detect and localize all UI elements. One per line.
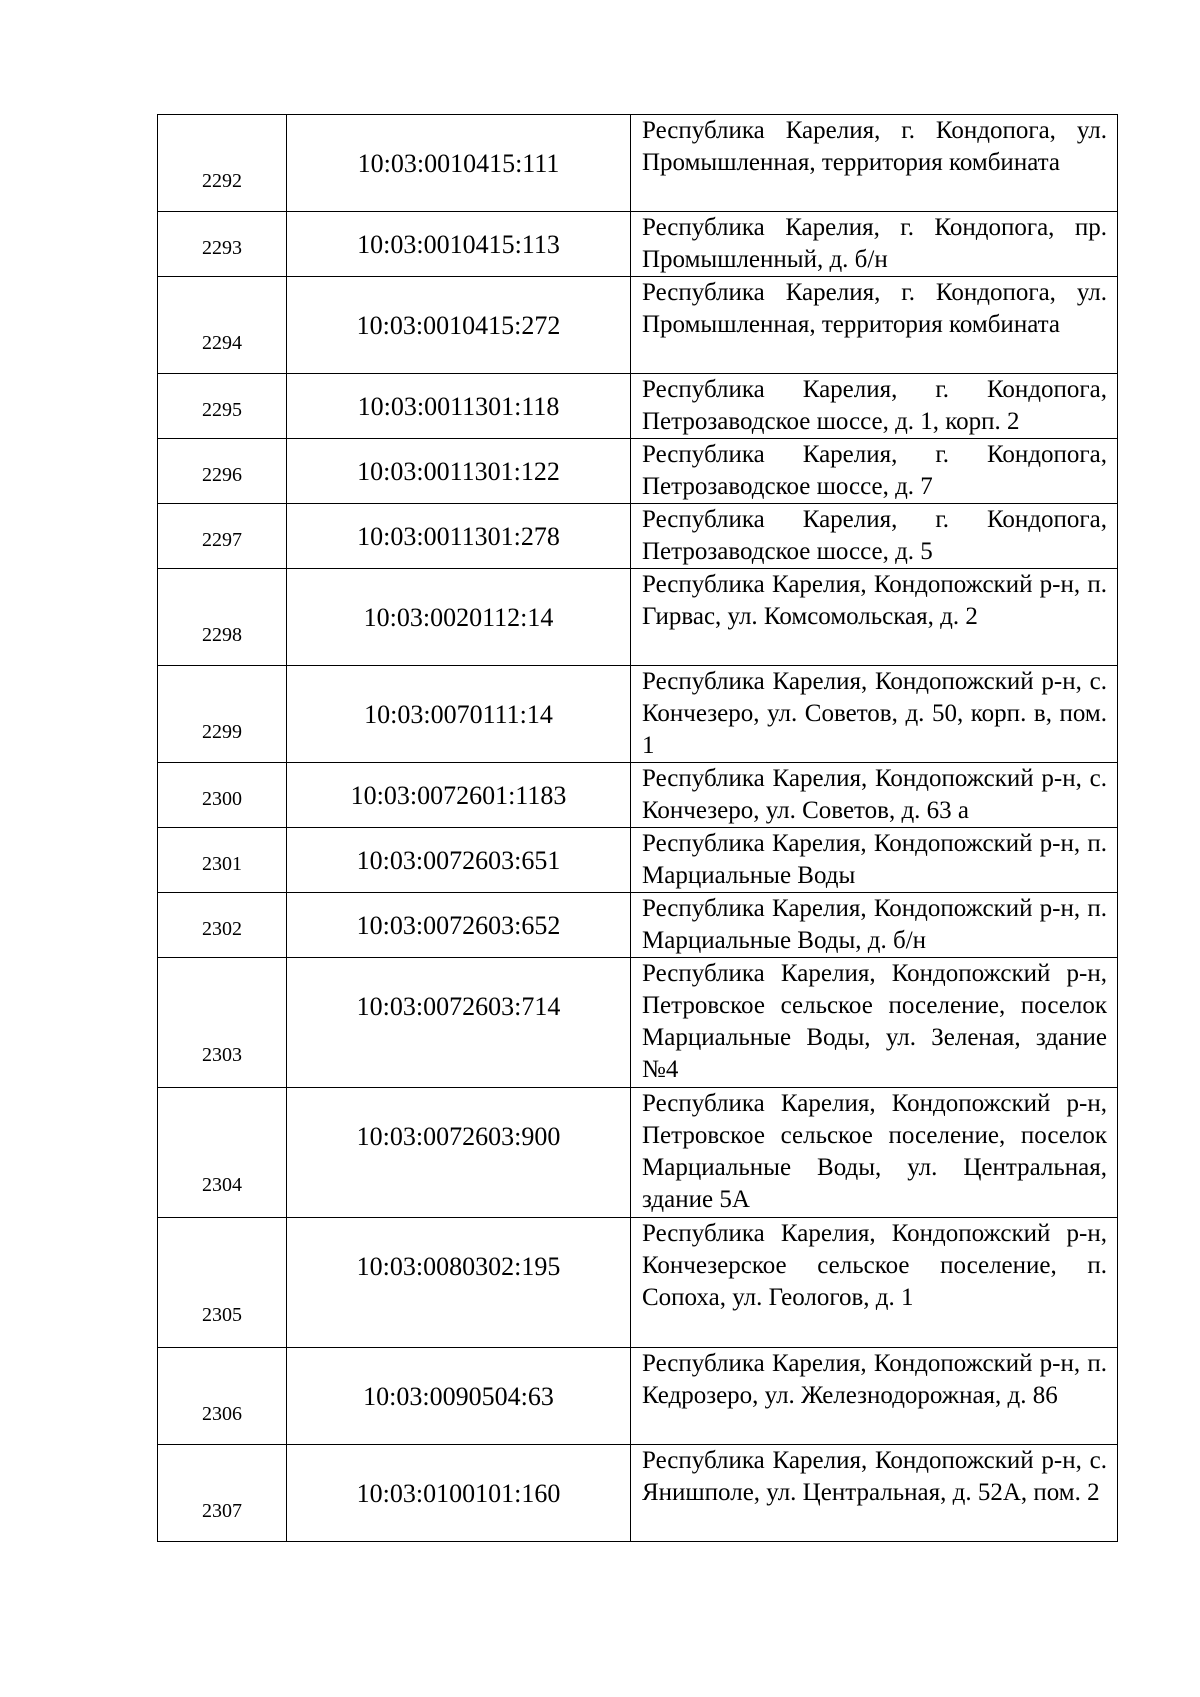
table-row <box>158 958 1118 1088</box>
address-cell <box>631 1218 1118 1348</box>
property-registry-table <box>157 114 1118 1542</box>
cadastral-number-cell <box>287 374 631 439</box>
address-text: Республика Карелия, г. Кондопога, Петрозаводское шоссе, д. 7 <box>642 441 1107 500</box>
cadastral-number-cell <box>287 439 631 504</box>
address-cell <box>631 374 1118 439</box>
cadastral-number: 10:03:0011301:118 <box>357 392 560 421</box>
row-number: 2303 <box>202 1044 242 1066</box>
row-number: 2293 <box>202 236 242 259</box>
row-number: 2306 <box>202 1402 242 1425</box>
address-cell <box>631 763 1118 828</box>
address-cell <box>631 1445 1118 1542</box>
address-text: Республика Карелия, Кондопожский р-н, с. Кончезеро, ул. Советов, д. 63 а <box>642 765 1107 824</box>
address-cell <box>631 277 1118 374</box>
row-number: 2300 <box>202 787 242 810</box>
row-number-cell <box>158 1445 287 1542</box>
address-text: Республика Карелия, Кондопожский р-н, п. Марциальные Воды <box>642 830 1107 889</box>
cadastral-number: 10:03:0020112:14 <box>363 603 554 632</box>
row-number-cell <box>158 958 287 1088</box>
address-cell <box>631 666 1118 763</box>
table-row <box>158 569 1118 666</box>
cadastral-number: 10:03:0010415:272 <box>356 311 561 340</box>
address-cell <box>631 439 1118 504</box>
table-row <box>158 439 1118 504</box>
cadastral-number: 10:03:0072603:652 <box>356 911 561 940</box>
row-number-cell <box>158 893 287 958</box>
row-number-cell <box>158 569 287 666</box>
row-number: 2296 <box>202 463 242 486</box>
table-row <box>158 1445 1118 1542</box>
row-number-cell <box>158 439 287 504</box>
cadastral-number: 10:03:0072601:1183 <box>350 781 567 810</box>
row-number-cell <box>158 212 287 277</box>
address-text: Республика Карелия, г. Кондопога, Петрозаводское шоссе, д. 5 <box>642 506 1107 565</box>
address-text: Республика Карелия, Кондопожский р-н, Кончезерское сельское поселение, п. Сопоха, ул. Геологов, д. 1 <box>642 1220 1107 1311</box>
cadastral-number-cell <box>287 763 631 828</box>
address-text: Республика Карелия, г. Кондопога, Петрозаводское шоссе, д. 1, корп. 2 <box>642 376 1107 435</box>
row-number-cell <box>158 1348 287 1445</box>
cadastral-number-cell <box>287 666 631 763</box>
table-row <box>158 115 1118 212</box>
address-cell <box>631 1088 1118 1218</box>
table-row <box>158 1348 1118 1445</box>
address-text: Республика Карелия, Кондопожский р-н, Петровское сельское поселение, поселок Марциальные Воды, ул. Центральная, здание 5А <box>642 1090 1107 1213</box>
table-body <box>158 115 1118 1542</box>
table-row <box>158 374 1118 439</box>
cadastral-number-cell <box>287 504 631 569</box>
address-cell <box>631 212 1118 277</box>
table-row <box>158 212 1118 277</box>
row-number: 2304 <box>202 1174 242 1196</box>
cadastral-number-cell <box>287 958 631 1088</box>
table-row <box>158 504 1118 569</box>
address-text: Республика Карелия, Кондопожский р-н, Петровское сельское поселение, поселок Марциальные Воды, ул. Зеленая, здание №4 <box>642 960 1107 1083</box>
row-number: 2298 <box>202 623 242 646</box>
row-number-cell <box>158 666 287 763</box>
row-number: 2292 <box>202 169 242 192</box>
address-cell <box>631 1348 1118 1445</box>
row-number-cell <box>158 115 287 212</box>
address-cell <box>631 828 1118 893</box>
row-number: 2302 <box>202 917 242 940</box>
row-number: 2299 <box>202 720 242 743</box>
cadastral-number: 10:03:0072603:714 <box>356 992 561 1021</box>
cadastral-number-cell <box>287 828 631 893</box>
table-row <box>158 666 1118 763</box>
table-row <box>158 1218 1118 1348</box>
cadastral-number: 10:03:0090504:63 <box>363 1382 554 1411</box>
row-number: 2297 <box>202 528 242 551</box>
row-number: 2294 <box>202 331 242 354</box>
table-row <box>158 1088 1118 1218</box>
cadastral-number-cell <box>287 212 631 277</box>
cadastral-number-cell <box>287 1348 631 1445</box>
address-cell <box>631 893 1118 958</box>
address-cell <box>631 115 1118 212</box>
row-number-cell <box>158 1088 287 1218</box>
cadastral-number: 10:03:0011301:122 <box>357 457 560 486</box>
cadastral-number: 10:03:0080302:195 <box>356 1252 561 1281</box>
address-cell <box>631 569 1118 666</box>
cadastral-number: 10:03:0072603:900 <box>356 1122 561 1151</box>
address-text: Республика Карелия, Кондопожский р-н, п. Кедрозеро, ул. Железнодорожная, д. 86 <box>642 1350 1107 1409</box>
cadastral-number: 10:03:0011301:278 <box>357 522 560 551</box>
address-text: Республика Карелия, Кондопожский р-н, п. Гирвас, ул. Комсомольская, д. 2 <box>642 571 1107 630</box>
table-row <box>158 893 1118 958</box>
row-number: 2307 <box>202 1499 242 1522</box>
cadastral-number: 10:03:0010415:113 <box>357 230 560 259</box>
address-cell <box>631 958 1118 1088</box>
cadastral-number-cell <box>287 277 631 374</box>
table-row <box>158 763 1118 828</box>
row-number: 2305 <box>202 1304 242 1326</box>
cadastral-number: 10:03:0100101:160 <box>356 1479 561 1508</box>
address-cell <box>631 504 1118 569</box>
address-text: Республика Карелия, Кондопожский р-н, с. Янишполе, ул. Центральная, д. 52А, пом. 2 <box>642 1447 1107 1506</box>
cadastral-number-cell <box>287 1088 631 1218</box>
table-row <box>158 277 1118 374</box>
row-number-cell <box>158 828 287 893</box>
row-number-cell <box>158 277 287 374</box>
address-text: Республика Карелия, г. Кондопога, пр. Промышленный, д. б/н <box>642 214 1107 273</box>
cadastral-number: 10:03:0072603:651 <box>356 846 561 875</box>
cadastral-number-cell <box>287 115 631 212</box>
row-number-cell <box>158 504 287 569</box>
cadastral-number: 10:03:0010415:111 <box>357 149 560 178</box>
address-text: Республика Карелия, Кондопожский р-н, п. Марциальные Воды, д. б/н <box>642 895 1107 954</box>
cadastral-number-cell <box>287 1445 631 1542</box>
row-number-cell <box>158 374 287 439</box>
cadastral-number-cell <box>287 893 631 958</box>
row-number-cell <box>158 763 287 828</box>
row-number-cell <box>158 1218 287 1348</box>
address-text: Республика Карелия, г. Кондопога, ул. Промышленная, территория комбината <box>642 279 1107 338</box>
address-text: Республика Карелия, г. Кондопога, ул. Промышленная, территория комбината <box>642 117 1107 176</box>
address-text: Республика Карелия, Кондопожский р-н, с. Кончезеро, ул. Советов, д. 50, корп. в, пом. 1 <box>642 668 1107 759</box>
cadastral-number-cell <box>287 1218 631 1348</box>
row-number: 2295 <box>202 398 242 421</box>
cadastral-number-cell <box>287 569 631 666</box>
table-row <box>158 828 1118 893</box>
cadastral-number: 10:03:0070111:14 <box>364 700 553 729</box>
row-number: 2301 <box>202 852 242 875</box>
